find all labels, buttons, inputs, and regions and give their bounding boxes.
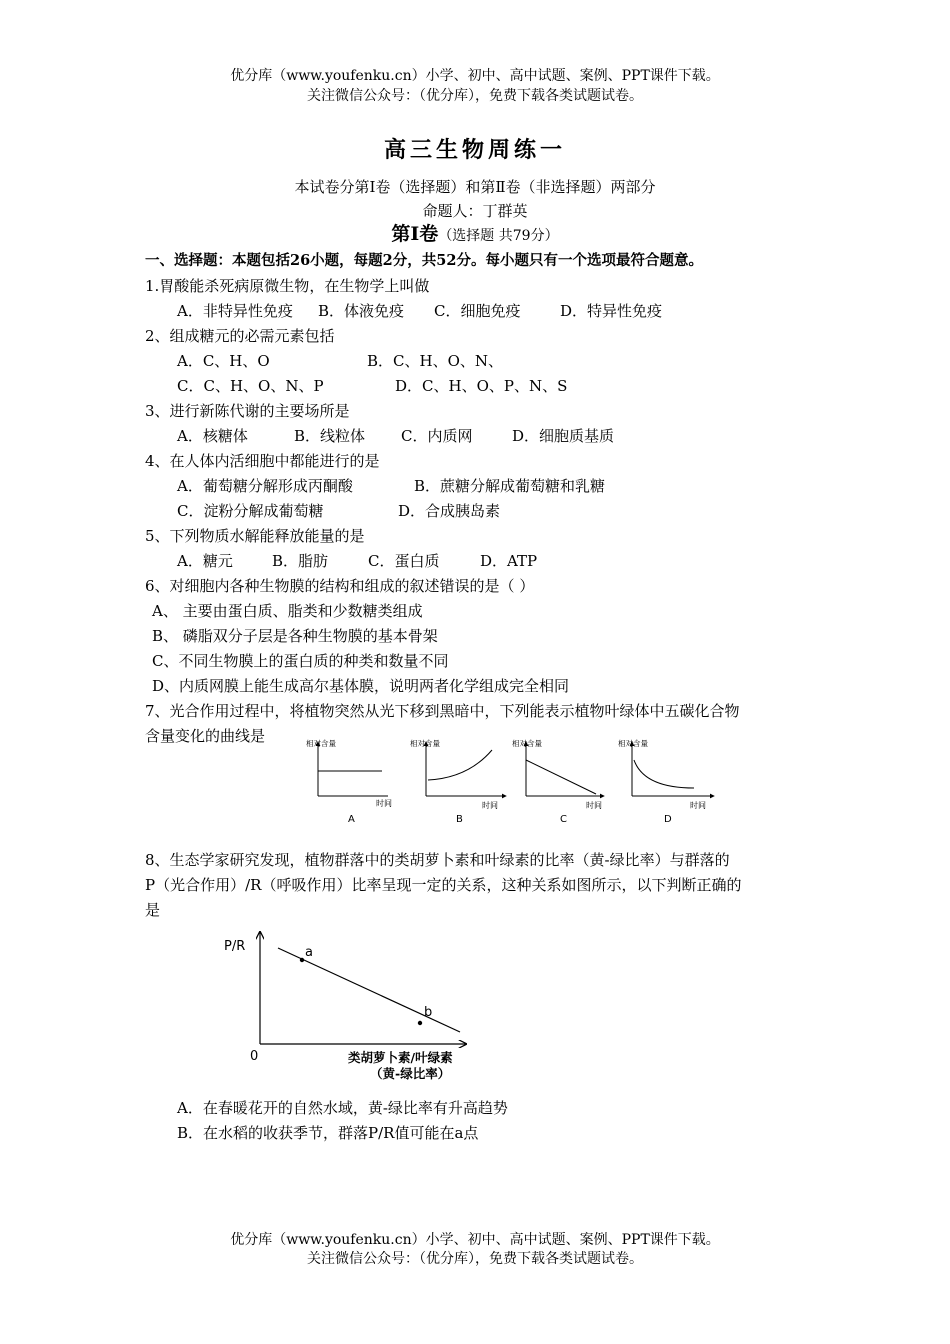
author: 命题人：丁群英 [422,202,528,220]
q6-option-d: D、内质网膜上能生成高尔基体膜，说明两者化学组成完全相同 [152,677,570,695]
q7-graph-b-curve [428,750,492,780]
q2-option-a: A．C、H、O [177,352,270,370]
q7-graph-a-label: A [348,814,355,825]
q8-trend-line [278,948,460,1032]
q1-stem: 1.胃酸能杀死病原微生物，在生物学上叫做 [145,277,430,295]
q8-point-b-label: b [424,1005,433,1020]
q7-graph-d-xlabel: 时间 [690,801,706,810]
q8-point-a [300,958,304,962]
q4-option-c: C．淀粉分解成葡萄糖 [177,502,324,520]
q7-graph-d [618,738,714,825]
q7-graph-a-xlabel: 时间 [376,799,392,808]
q6-option-c: C、不同生物膜上的蛋白质的种类和数量不同 [152,652,449,670]
q5-stem: 5、下列物质水解能释放能量的是 [145,527,365,545]
q7-graph-c-ylabel: 相对含量 [512,739,542,748]
q6-option-a: A、 主要由蛋白质、脂类和少数糖类组成 [152,602,423,620]
q7-graph-c-label: C [560,814,567,825]
q3-option-d: D．细胞质基质 [512,427,615,445]
q3-option-c: C．内质网 [401,427,473,445]
q7-graphs [300,738,740,828]
q7-graph-d-ylabel: 相对含量 [618,739,648,748]
q2-option-d: D．C、H、O、P、N、S [395,377,568,395]
q7-graph-b-xlabel: 时间 [482,801,498,810]
part1-title: 第Ⅰ卷 [391,223,439,245]
q8-stem-line-1: 8、生态学家研究发现，植物群落中的类胡萝卜素和叶绿素的比率（黄-绿比率）与群落的 [145,851,730,869]
q8-xlabel-line-2: （黄-绿比率） [370,1066,451,1081]
footer-line-2: 关注微信公众号：（优分库），免费下载各类试题试卷。 [307,1251,643,1267]
q7-stem-line-2: 含量变化的曲线是 [145,727,266,745]
q7-graph-b [410,738,506,825]
q8-point-b [418,1021,422,1025]
q3-option-a: A．核糖体 [177,427,248,445]
q1-option-c: C．细胞免疫 [434,302,521,320]
q1-option-a: A．非特异性免疫 [177,302,293,320]
section-instructions: 一、选择题：本题包括26小题，每题2分，共52分。每小题只有一个选项最符合题意。 [145,252,703,269]
q4-option-a: A．葡萄糖分解形成丙酮酸 [177,477,353,495]
q8-point-a-label: a [305,945,313,960]
q4-option-d: D．合成胰岛素 [398,502,501,520]
q3-stem: 3、进行新陈代谢的主要场所是 [145,402,350,420]
q1-option-b: B．体液免疫 [318,302,405,320]
q7-graph-d-label: D [664,814,672,825]
q7-graph-c [512,738,604,825]
q8-stem-line-3: 是 [145,901,161,919]
q6-option-b: B、 磷脂双分子层是各种生物膜的基本骨架 [152,627,438,645]
q4-option-b: B．蔗糖分解成葡萄糖和乳糖 [414,477,606,495]
q5-option-d: D．ATP [480,552,538,570]
q7-stem-line-1: 7、光合作用过程中，将植物突然从光下移到黑暗中，下列能表示植物叶绿体中五碳化合物 [145,702,740,720]
q7-graph-b-label: B [456,814,463,825]
q8-option-b: B．在水稻的收获季节，群落P/R值可能在a点 [177,1124,479,1142]
q8-graph [222,928,482,1088]
q8-origin: 0 [250,1049,259,1064]
q3-option-b: B．线粒体 [294,427,366,445]
header-line-2: 关注微信公众号：（优分库），免费下载各类试题试卷。 [307,88,643,104]
q7-graph-d-curve [634,760,694,788]
q7-graph-c-xlabel: 时间 [586,801,602,810]
q7-graph-a-ylabel: 相对含量 [306,739,336,748]
q6-stem: 6、对细胞内各种生物膜的结构和组成的叙述错误的是（ ） [145,577,535,595]
q8-option-a: A．在春暖花开的自然水域，黄-绿比率有升高趋势 [177,1099,508,1117]
q2-option-b: B．C、H、O、N、 [367,352,504,370]
subtitle: 本试卷分第Ⅰ卷（选择题）和第Ⅱ卷（非选择题）两部分 [294,178,656,196]
q8-xlabel-line-1: 类胡萝卜素/叶绿素 [348,1050,453,1065]
q2-stem: 2、组成糖元的必需元素包括 [145,327,335,345]
q7-graph-c-curve [526,760,596,794]
q7-graph-a [306,738,392,825]
q7-graph-b-ylabel: 相对含量 [410,739,440,748]
header-line-1: 优分库（www.youfenku.cn）小学、初中、高中试题、案例、PPT课件下载。 [230,68,720,84]
q5-option-b: B．脂肪 [272,552,329,570]
q4-stem: 4、在人体内活细胞中都能进行的是 [145,452,380,470]
footer-line-1: 优分库（www.youfenku.cn）小学、初中、高中试题、案例、PPT课件下载。 [230,1232,720,1248]
page-title: 高三生物周练一 [383,137,566,163]
q5-option-a: A．糖元 [177,552,233,570]
part1-note: （选择题 共79分） [438,228,559,244]
q1-option-d: D．特异性免疫 [560,302,663,320]
q8-ylabel: P/R [224,939,246,954]
q2-option-c: C．C、H、O、N、P [177,377,324,395]
part1-heading [0,224,950,246]
q5-option-c: C．蛋白质 [368,552,440,570]
q8-stem-line-2: P（光合作用）/R（呼吸作用）比率呈现一定的关系，这种关系如图所示，以下判断正确的 [145,876,742,894]
